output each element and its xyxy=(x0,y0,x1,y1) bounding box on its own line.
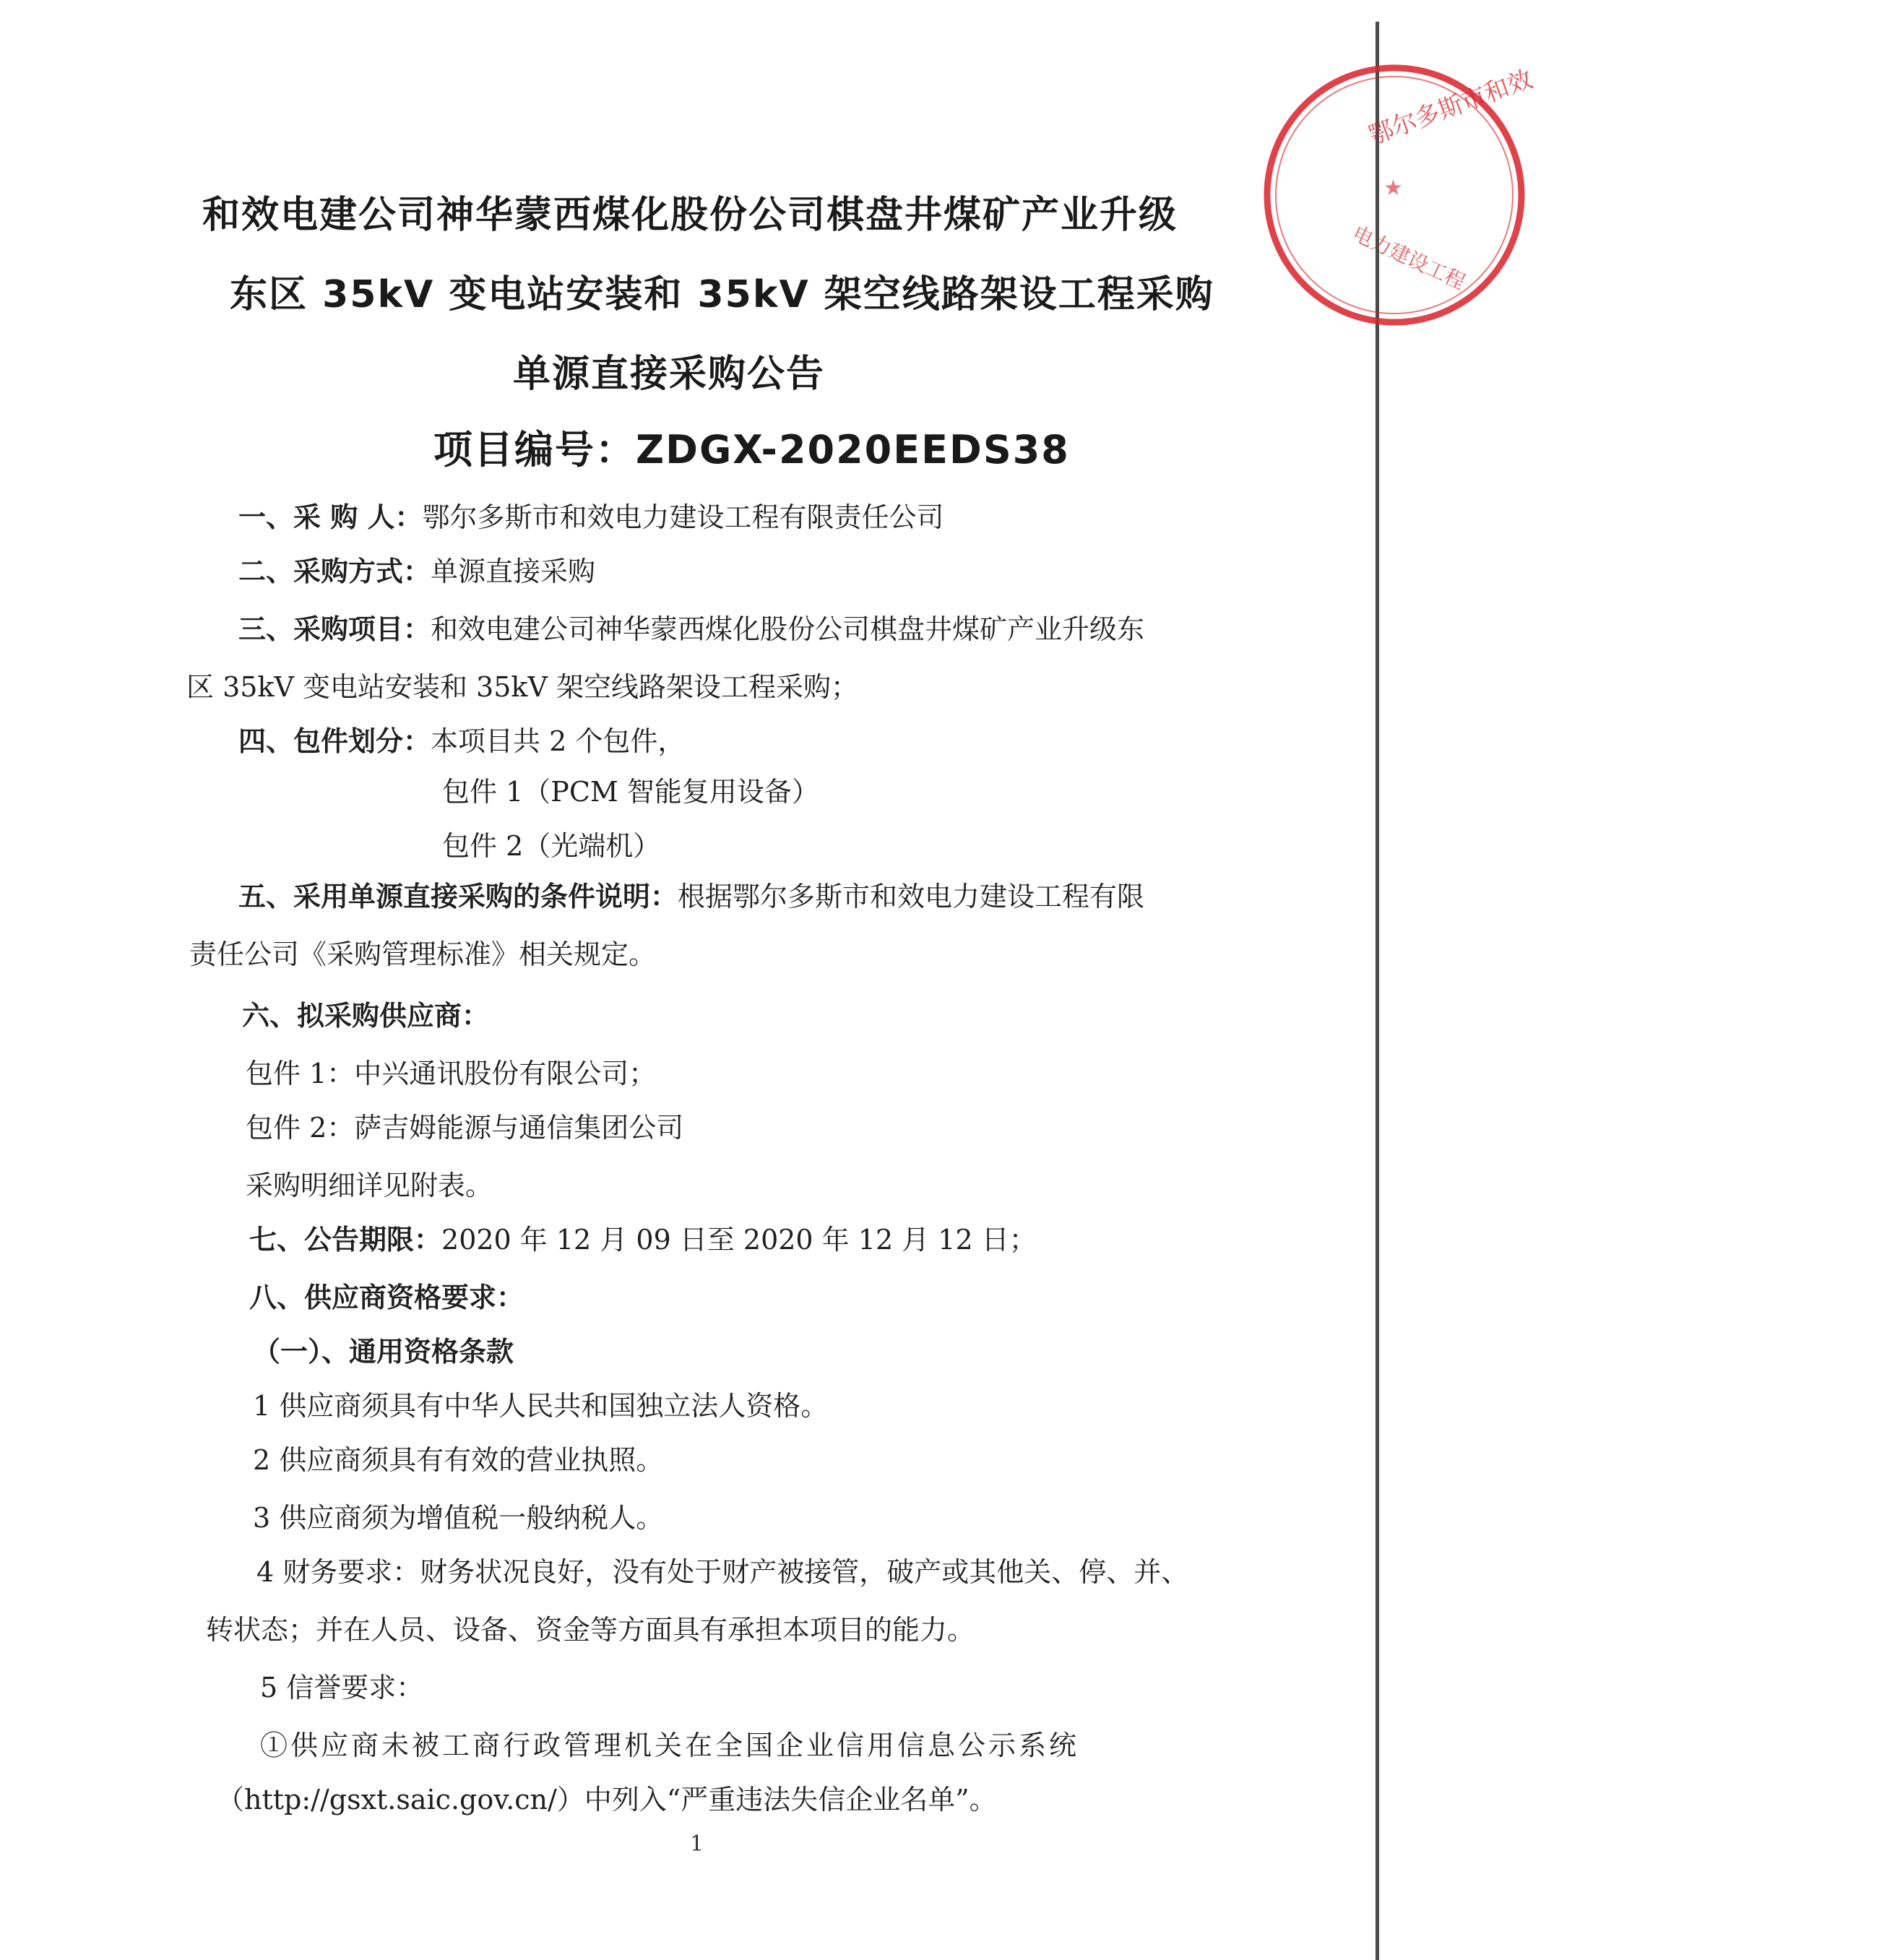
section-3 xyxy=(238,607,1144,647)
section-7-label: 七、公告期限： xyxy=(249,1224,442,1256)
page-number: 1 xyxy=(690,1831,704,1857)
section-7-value: 2020 年 12 月 09 日至 2020 年 12 月 12 日； xyxy=(441,1224,1037,1256)
section-6-package-2: 包件 2：萨吉姆能源与通信集团公司 xyxy=(246,1112,684,1144)
section-4-value: 本项目共 2 个包件， xyxy=(431,725,686,757)
section-4-label: 四、包件划分： xyxy=(238,725,431,757)
section-3-value: 和效电建公司神华蒙西煤化股份公司棋盘井煤矿产业升级东 xyxy=(431,613,1145,645)
credit-requirement-1: ①供应商未被工商行政管理机关在全国企业信用信息公示系统 xyxy=(260,1730,1080,1761)
section-2-value: 单源直接采购 xyxy=(431,556,596,587)
section-2 xyxy=(238,549,595,589)
title-line-2: 东区 35kV 变电站安装和 35kV 架空线路架设工程采购 xyxy=(230,273,1214,316)
section-8-label: 八、供应商资格要求： xyxy=(249,1282,524,1313)
section-5-continued: 责任公司《采购管理标准》相关规定。 xyxy=(189,938,657,970)
section-4 xyxy=(238,719,685,759)
section-7 xyxy=(249,1217,1037,1257)
qualification-item-3: 3 供应商须为增值税一般纳税人。 xyxy=(253,1502,664,1534)
credit-requirement-1-continued: （http://gsxt.saic.gov.cn/）中列入“严重违法失信企业名单”。 xyxy=(217,1784,997,1816)
svg-text:鄂尔多斯市和效: 鄂尔多斯市和效 xyxy=(1365,64,1537,151)
section-5 xyxy=(238,874,1144,914)
section-4-package-2: 包件 2（光端机） xyxy=(442,830,661,862)
title-line-1: 和效电建公司神华蒙西煤化股份公司棋盘井煤矿产业升级 xyxy=(202,194,1178,237)
qualification-item-2: 2 供应商须具有有效的营业执照。 xyxy=(253,1444,664,1476)
svg-text:电力建设工程: 电力建设工程 xyxy=(1349,221,1469,295)
section-3-continued: 区 35kV 变电站安装和 35kV 架空线路架设工程采购； xyxy=(186,671,858,703)
section-6-label: 六、拟采购供应商： xyxy=(242,1000,490,1032)
svg-text:★: ★ xyxy=(1383,176,1403,201)
qualification-item-1: 1 供应商须具有中华人民共和国独立法人资格。 xyxy=(253,1390,829,1422)
section-1-value: 鄂尔多斯市和效电力建设工程有限责任公司 xyxy=(422,501,944,533)
section-3-label: 三、采购项目： xyxy=(238,613,431,645)
project-code: 项目编号：ZDGX-2020EEDS38 xyxy=(433,427,1070,472)
section-1 xyxy=(238,495,943,535)
section-6-detail: 采购明细详见附表。 xyxy=(246,1170,493,1201)
qualification-item-5: 5 信誉要求： xyxy=(260,1672,424,1704)
section-8-subheading: （一）、通用资格条款 xyxy=(253,1336,514,1368)
section-4-package-1: 包件 1（PCM 智能复用设备） xyxy=(442,776,819,808)
title-line-3: 单源直接采购公告 xyxy=(513,353,826,396)
qualification-item-4: 4 财务要求：财务状况良好，没有处于财产被接管，破产或其他关、停、并、 xyxy=(256,1556,1189,1588)
section-1-label: 一、采 购 人： xyxy=(238,501,423,533)
qualification-item-4-continued: 转状态；并在人员、设备、资金等方面具有承担本项目的能力。 xyxy=(206,1614,975,1646)
section-5-value: 根据鄂尔多斯市和效电力建设工程有限 xyxy=(678,881,1145,912)
section-6-package-1: 包件 1：中兴通讯股份有限公司； xyxy=(246,1058,657,1089)
section-5-label: 五、采用单源直接采购的条件说明： xyxy=(238,881,678,912)
section-2-label: 二、采购方式： xyxy=(238,556,431,587)
